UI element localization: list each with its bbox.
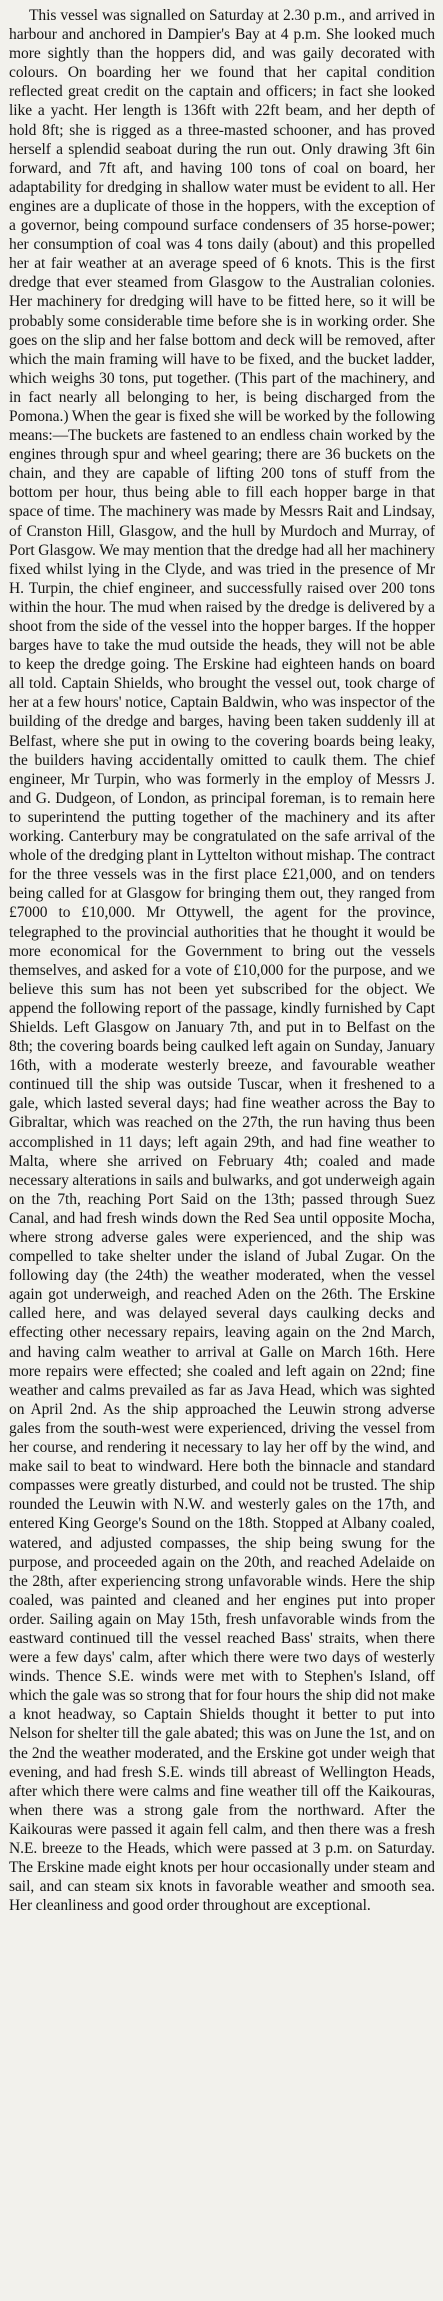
article-body: This vessel was signalled on Saturday at 2.30 p.m., and arrived in harbour and anchored in Dampier's Bay at 4 p.m. She looked much more sightly than the hoppers did, and was gaily decorated with colours. On boarding her we found that her capital condition reflected great credit on the captain and officers; in fact she looked like a yacht. Her length is 136ft with 22ft beam, and her depth of hold 8ft; she is rigged as a three-masted schooner, and has proved herself a splendid seaboat during the run out. Only drawing 3ft 6in forward, and 7ft aft, and having 100 tons of coal on board, her adaptability for dredging in shallow water must be evident to all. Her engines are a duplicate of those in the hoppers, with the exception of a governor, being compound surface condensers of 35 horse-power; her consumption of coal was 4 tons daily (about) and this propelled her at fair weather at an average speed of 6 knots. This is the first dredge that ever steamed from Glasgow to the Australian colonies. Her machinery for dredging will have to be fitted here, so it will be probably some considerable time before she is in working order. She goes on the slip and her false bottom and deck will be removed, after which the main framing will have to be fixed, and the bucket ladder, which weighs 30 tons, put together. (This part of the machinery, and in fact nearly all belonging to her, is being discharged from the Pomona.) When the gear is fixed she will be worked by the following means:—The buckets are fastened to an endless chain worked by the engines through spur and wheel gearing; there are 36 buckets on the chain, and they are capable of lifting 200 tons of stuff from the bottom per hour, thus being able to fill each hopper barge in that space of time. The machinery was made by Messrs Rait and Lindsay, of Cranston Hill, Glasgow, and the hull by Murdoch and Murray, of Port Glasgow. We may mention that the dredge had all her machinery fixed whilst lying in the Clyde, and was tried in the presence of Mr H. Turpin, the chief engineer, and successfully raised over 200 tons within the hour. The mud when raised by the dredge is delivered by a shoot from the side of the vessel into the hopper barges. If the hopper barges have to take the mud outside the heads, they will not be able to keep the dredge going. The Erskine had eighteen hands on board all told. Captain Shields, who brought the vessel out, took charge of her at a few hours' notice, Captain Baldwin, who was inspector of the building of the dredge and barges, having been taken suddenly ill at Belfast, where she put in owing to the covering boards being leaky, the builders having accidentally omitted to caulk them. The chief engineer, Mr Turpin, who was formerly in the employ of Messrs J. and G. Dudgeon, of London, as principal foreman, is to remain here to superintend the putting together of the machinery and its after working. Canterbury may be congratulated on the safe arrival of the whole of the dredging plant in Lyttelton without mishap. The contract for the three vessels was in the first place £21,000, and on tenders being called for at Glasgow for bringing them out, they ranged from £7000 to £10,000. Mr Ottywell, the agent for the province, telegraphed to the provincial authorities that he thought it would be more economical for the Government to bring out the vessels themselves, and asked for a vote of £10,000 for the purpose, and we believe this sum has not been yet subscribed for the object. We append the following report of the passage, kindly furnished by Capt Shields. Left Glasgow on January 7th, and put in to Belfast on the 8th; the covering boards being caulked left again on Sunday, January 16th, with a moderate westerly breeze, and favourable weather continued till the ship was outside Tuscar, when it freshened to a gale, which lasted several days; had fine weather across the Bay to Gibraltar, which was reached on the 27th, the run having thus been accomplished in 11 days; left again 29th, and had fine weather to Malta, where she arrived on February 4th; coaled and made necessary alterations in sails and bulwarks, and got underweigh again on the 7th, reaching Port Said on the 13th; passed through Suez Canal, and had fresh winds down the Red Sea until opposite Mocha, where strong adverse gales were experienced, and the ship was compelled to take shelter under the island of Jubal Zugar. On the following day (the 24th) the weather moderated, when the vessel again got underweigh, and reached Aden on the 26th. The Erskine called here, and was delayed several days caulking decks and effecting other necessary repairs, leaving again on the 2nd March, and having calm weather to arrival at Galle on March 16th. Here more repairs were effected; she coaled and left again on 22nd; fine weather and calms prevailed as far as Java Head, which was sighted on April 2nd. As the ship approached the Leuwin strong adverse gales from the south-west were experienced, driving the vessel from her course, and rendering it necessary to lay her off by the wind, and make sail to beat to windward. Here both the binnacle and standard compasses were greatly disturbed, and could not be trusted. The ship rounded the Leuwin with N.W. and westerly gales on the 17th, and entered King George's Sound on the 18th. Stopped at Albany coaled, watered, and adjusted compasses, the ship being swung for the purpose, and proceeded again on the 20th, and reached Adelaide on the 28th, after experiencing strong unfavorable winds. Here the ship coaled, was painted and cleaned and her engines put into proper order. Sailing again on May 15th, fresh unfavorable winds from the eastward continued till the vessel reached Bass' straits, when there were a few days' calm, after which there were two days of westerly winds. Thence S.E. winds were met with to Stephen's Island, off which the gale was so strong that for four hours the ship did not make a knot headway, so Captain Shields thought it better to put into Nelson for shelter till the gale abated; this was on June the 1st, and on the 2nd the weather moderated, and the Erskine got under weigh that evening, and had fresh S.E. winds till abreast of Wellington Heads, after which there were calms and fine weather till off the Kaikouras, when there was a strong gale from the northward. After the Kaikouras were passed it again fell calm, and then there was a fresh N.E. breeze to the Heads, which were passed at 3 p.m. on Saturday. The Erskine made eight knots per hour occasionally under steam and sail, and can steam six knots in favorable weather and smooth sea. Her cleanliness and good order throughout are exceptional. <box>9 7 435 1915</box>
